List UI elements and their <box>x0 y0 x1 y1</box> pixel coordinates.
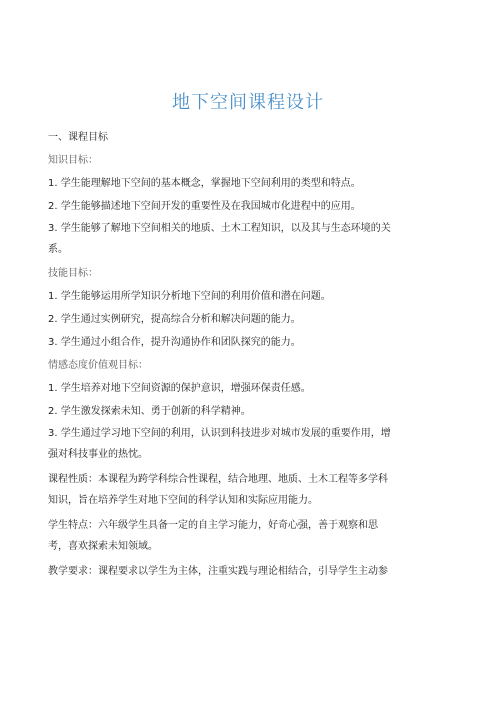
skill-goals-label: 技能目标： <box>48 268 98 279</box>
knowledge-goal-2: 2. 学生能够描述地下空间开发的重要性及在我国城市化进程中的应用。 <box>48 201 361 212</box>
affect-goal-1: 1. 学生培养对地下空间资源的保护意识，增强环保责任感。 <box>48 383 311 394</box>
section-heading: 一、课程目标 <box>48 132 108 143</box>
knowledge-goal-3-line-1: 3. 学生能够了解地下空间相关的地质、土木工程知识，以及其与生态环境的关 <box>48 223 391 234</box>
student-traits-line-1: 学生特点：六年级学生具备一定的自主学习能力，好奇心强，善于观察和思 <box>48 520 378 531</box>
skill-goal-3: 3. 学生通过小组合作，提升沟通协作和团队探究的能力。 <box>48 337 301 348</box>
teaching-requirements-line-1: 教学要求：课程要求以学生为主体，注重实践与理论相结合，引导学生主动参 <box>48 566 388 577</box>
affect-goal-3-line-1: 3. 学生通过学习地下空间的利用，认识到科技进步对城市发展的重要作用，增 <box>48 428 391 439</box>
page-title: 地下空间课程设计 <box>172 92 324 113</box>
affect-goal-2: 2. 学生激发探索未知、勇于创新的科学精神。 <box>48 406 251 417</box>
skill-goal-2: 2. 学生通过实例研究，提高综合分析和解决问题的能力。 <box>48 314 301 325</box>
student-traits-line-2: 考，喜欢探索未知领域。 <box>48 541 158 552</box>
knowledge-goals-label: 知识目标： <box>48 155 98 166</box>
document-body <box>48 126 448 582</box>
course-nature-line-1: 课程性质：本课程为跨学科综合性课程，结合地理、地质、土木工程等多学科 <box>48 474 388 485</box>
course-nature-line-2: 知识，旨在培养学生对地下空间的科学认知和实际应用能力。 <box>48 495 318 506</box>
knowledge-goal-1: 1. 学生能理解地下空间的基本概念，掌握地下空间利用的类型和特点。 <box>48 178 361 189</box>
affect-goal-3-line-2: 强对科技事业的热忱。 <box>48 449 148 460</box>
affect-goals-label: 情感态度价值观目标： <box>48 360 148 371</box>
knowledge-goal-3-line-2: 系。 <box>48 244 68 255</box>
skill-goal-1: 1. 学生能够运用所学知识分析地下空间的利用价值和潜在问题。 <box>48 291 331 302</box>
